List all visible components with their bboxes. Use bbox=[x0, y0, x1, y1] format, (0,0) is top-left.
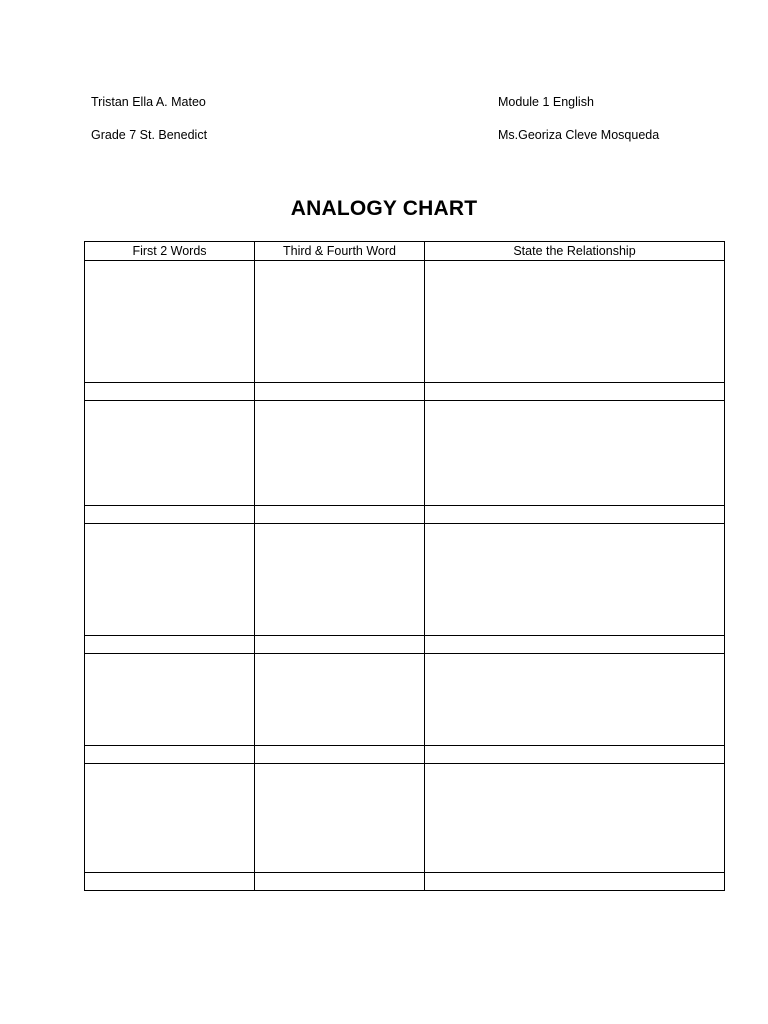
table-cell[interactable] bbox=[255, 524, 425, 636]
table-cell[interactable] bbox=[255, 746, 425, 764]
table-cell[interactable] bbox=[85, 764, 255, 873]
table-row bbox=[85, 873, 725, 891]
table-cell[interactable] bbox=[425, 383, 725, 401]
table-cell[interactable] bbox=[255, 401, 425, 506]
table-cell[interactable] bbox=[255, 383, 425, 401]
page-title: ANALOGY CHART bbox=[290, 197, 478, 220]
table-cell[interactable] bbox=[85, 401, 255, 506]
table-cell[interactable] bbox=[425, 764, 725, 873]
table-cell[interactable] bbox=[425, 873, 725, 891]
table-cell[interactable] bbox=[255, 506, 425, 524]
subject-label: Module 1 English bbox=[498, 95, 594, 109]
table-cell[interactable] bbox=[425, 401, 725, 506]
grade-section: Grade 7 St. Benedict bbox=[91, 128, 208, 142]
table-cell[interactable] bbox=[255, 873, 425, 891]
column-header-third-fourth-word: Third & Fourth Word bbox=[255, 242, 425, 261]
table-cell[interactable] bbox=[85, 506, 255, 524]
table-cell[interactable] bbox=[425, 746, 725, 764]
table-cell[interactable] bbox=[85, 873, 255, 891]
table-cell[interactable] bbox=[255, 261, 425, 383]
table-row bbox=[85, 764, 725, 873]
table-header-row bbox=[85, 242, 725, 261]
student-name: Tristan Ella A. Mateo bbox=[91, 95, 206, 109]
table-cell[interactable] bbox=[85, 524, 255, 636]
table-cell[interactable] bbox=[85, 261, 255, 383]
table-cell[interactable] bbox=[255, 636, 425, 654]
table-row bbox=[85, 383, 725, 401]
table-row bbox=[85, 524, 725, 636]
table-cell[interactable] bbox=[255, 764, 425, 873]
table-cell[interactable] bbox=[425, 636, 725, 654]
table-cell[interactable] bbox=[255, 654, 425, 746]
teacher-name: Ms.Georiza Cleve Mosqueda bbox=[498, 128, 660, 142]
table-cell[interactable] bbox=[425, 654, 725, 746]
column-header-first-words: First 2 Words bbox=[85, 242, 255, 261]
table-cell[interactable] bbox=[425, 261, 725, 383]
column-header-relationship: State the Relationship bbox=[425, 242, 725, 261]
table-cell[interactable] bbox=[425, 506, 725, 524]
table-row bbox=[85, 261, 725, 383]
table-row bbox=[85, 401, 725, 506]
analogy-chart-table bbox=[84, 241, 725, 891]
table-cell[interactable] bbox=[85, 746, 255, 764]
table-cell[interactable] bbox=[425, 524, 725, 636]
table-row bbox=[85, 654, 725, 746]
table-row bbox=[85, 746, 725, 764]
table-cell[interactable] bbox=[85, 383, 255, 401]
table-cell[interactable] bbox=[85, 654, 255, 746]
table-row bbox=[85, 636, 725, 654]
table-cell[interactable] bbox=[85, 636, 255, 654]
table-row bbox=[85, 506, 725, 524]
